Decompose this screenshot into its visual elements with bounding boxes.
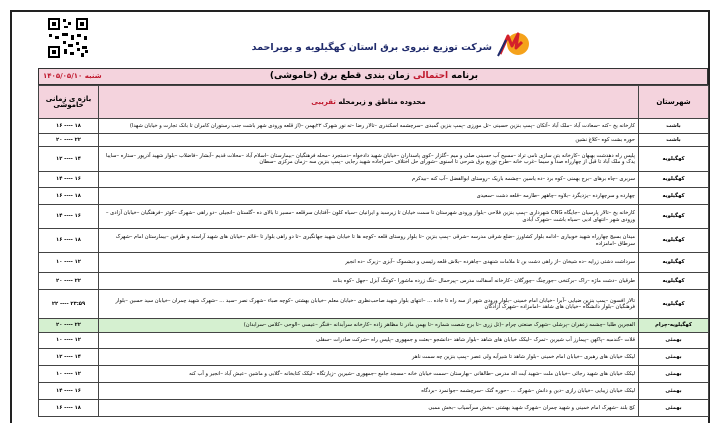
time-cell: ۲۰ ---- ۲۲ — [39, 273, 99, 290]
time-cell: ۱۰ ---- ۱۲ — [39, 333, 99, 349]
table-row — [39, 273, 709, 290]
table-row — [39, 172, 709, 188]
city-cell: کهگیلویه — [639, 147, 709, 172]
table-row — [39, 383, 709, 400]
time-cell: ۱۴ ---- ۱۶ — [39, 383, 99, 400]
time-cell: ۱۶ ---- ۱۸ — [39, 229, 99, 253]
schedule-sheet — [10, 10, 710, 423]
time-cell: ۱۴ ---- ۱۶ — [39, 205, 99, 229]
areas-column-header: محدوده مناطق و زیرمحله تقریبی — [99, 86, 639, 119]
table-row — [39, 253, 709, 273]
qr-code-icon — [46, 16, 90, 60]
time-cell: ۱۰ ---- ۱۲ — [39, 253, 99, 273]
table-row-highlighted — [39, 319, 709, 333]
areas-cell: لیکک خیابان های رهبری –خیابان امام خمینی –بلوار شاهد تا شیرآبه ولی عصر –پمپ بنزین چه سمت ناهر — [99, 349, 639, 366]
program-title-bar — [38, 68, 708, 85]
areas-cell: لیکک خیابان زیبایی –خیابان رازی –دین و دانش –شهرک ... –حوره گتک –سرچشمه –جوانمرد –بردگاه — [99, 383, 639, 400]
city-cell: کهگیلویه — [639, 205, 709, 229]
time-cell: ۲۲ ---- ۲۳:۵۹ — [39, 290, 99, 319]
city-cell: بهمئی — [639, 400, 709, 417]
areas-cell: کارخانه یخ –تالار پارسیان –جایگاه CNG شهرداری –پمپ بنزین فلاحی –بلوار ورودی شهرستان تا سمت خیابان تا زیرسبد و ایرانیان –سیاه کلون –آفتابان سرقلعه –مسیر تا بالای ده –گلستان –انجیلی –دو راهی –شهرک –کوثر –فرهنگیان –خیابان آزادی –ورودی شهر –انتهای ادبی –سیاه باشت –شهرک آبادی — [99, 205, 639, 229]
city-cell: بهمئی — [639, 366, 709, 383]
city-cell: کهگیلویه — [639, 172, 709, 188]
table-header-row — [39, 86, 709, 119]
city-cell: بهمئی — [639, 349, 709, 366]
time-cell: ۱۶ ---- ۱۸ — [39, 400, 99, 417]
time-cell: ۱۴ ---- ۱۶ — [39, 172, 99, 188]
areas-cell: سرداشت دشتی زرایه –ده شیخان –از راهی دشت بن تا ملامات شنهدی –چاهرده –بلاش قلعه رئیسی و دیشموک –آبزی –زیرک –ده انجیر — [99, 253, 639, 273]
city-cell: کهگیلویه — [639, 290, 709, 319]
areas-cell: کارخانه یخ –کته –سعادت آباد –ملک آباد –آتکان –پمپ بنزین حسینی –تل مورزی –پمپ بنزین گمبدی –سرچشمه اسکندری –تالار رضا –ته نور شهرک ۲۲بهمن –(از قلعه ورودی شهر باشت جنب رستوران کامران تا بانک تجارت و خیابان شهدا) — [99, 119, 639, 134]
time-cell: ۱۰ ---- ۱۲ — [39, 366, 99, 383]
table-row — [39, 205, 709, 229]
table-row — [39, 333, 709, 349]
areas-cell: طرقیان –دشت ماژه –راک –برکنخی –جورچنگ –چورگلان –کارخانه آسفالت مدرس –پیرحمال –تنگ زرده ماشورا –کوتنگ آبزل –جهل –کوه بنات — [99, 273, 639, 290]
table-row — [39, 134, 709, 147]
table-row — [39, 290, 709, 319]
city-cell: کهگیلویه-چرام — [639, 319, 709, 333]
document-header — [12, 12, 708, 68]
city-cell: کهگیلویه — [639, 253, 709, 273]
schedule-table — [38, 85, 709, 417]
city-column-header: شهرستان — [639, 86, 709, 119]
city-cell: کهگیلویه — [639, 188, 709, 205]
areas-cell: تالار افسون –پمپ بنزین ضیایی –آبرا –خیابان امام خمینی –بلوار ورودی شهر از سه راه تا جاده ... –انتهای بلوار شهید صاحب‌نظری –خیابان معلم –خیابان بهشتی –کوچه صباء –شهرک نصر –سید ... –شهرک شهید چمران –خیابان سید حسین –بلوار فرهنگیان –بلوار دانشگاه –خیابان های شاهد –امامزاده –شهرک آزادگان — [99, 290, 639, 319]
table-row — [39, 349, 709, 366]
date-label: شنبه ۱۴۰۵/۰۵/۱۰ — [43, 72, 102, 80]
program-title: برنامه احتمالی زمان بندی قطع برق (خاموشی) — [269, 71, 479, 81]
areas-cell: چهارده و سرچهارده –یزدیگرد –بلاوه –چاههر –طارمه –قلعه دشت –سعیدی — [99, 188, 639, 205]
areas-cell: پلیس راه دهدشت بهبهان –کارخانه بتن سازی نامی تراد –مسیح آب حسینی صلی و میم –گلزار –کوی پاسداران –خیابان شهید دادخواه –دستجرد –محله فرهنگیان –بیمارستان –اسلام آباد –محلات قدیم –آبشار –فاضلاب –بلوار شهید آذرپور –ستاره –سایبا یدک و ملک آباد تا قبل از چهارراه صدا و سیما –غرب خانه –طرح توزیع برق شرحی تا اسنوی –شورای حل اختلاف –سراجاده شهید رجایی –پمپ بنزین سه –زمان مرکزی –سطان — [99, 147, 639, 172]
city-cell: کهگیلویه — [639, 273, 709, 290]
time-cell: ۱۲ ---- ۱۴ — [39, 147, 99, 172]
time-cell: ۲۰ ---- ۲۲ — [39, 134, 99, 147]
time-cell: ۱۲ ---- ۱۴ — [39, 349, 99, 366]
table-row — [39, 119, 709, 134]
power-company-logo-icon — [494, 30, 534, 60]
areas-cell: قلات –گندمبه –پاکهن –پیمارز آب شیرین –تمرک –لیکک خیابان های شاهد –بلوار شاهد –دانشجو –بعثت و جمهوری –پلیس راه –شرکت صادرات –سقلی — [99, 333, 639, 349]
table-row — [39, 147, 709, 172]
city-cell: باشت — [639, 119, 709, 134]
areas-cell: لیکک خیابان های شهید رجائی –خیابان ملت –شهید آیت اله مدرس –طالقانی –بهارستان –سمت خیابان خانه –مسجد جامع –جمهوری –شیرین –زیارتگاه –لیکک کتابخانه –گلابی و ماشین –عیش آباد –انجیر و آب کنه — [99, 366, 639, 383]
time-cell: ۱۶ ---- ۱۸ — [39, 188, 99, 205]
table-row — [39, 400, 709, 417]
time-cell: ۲۰ ---- ۲۲ — [39, 319, 99, 333]
company-name: شرکت توزیع نیروی برق استان کهگیلویه و بویراحمد — [251, 42, 492, 53]
table-row — [39, 188, 709, 205]
time-cell: ۱۶ ---- ۱۸ — [39, 119, 99, 134]
city-cell: باشت — [639, 134, 709, 147]
city-cell: بهمئی — [639, 333, 709, 349]
areas-cell: میدان بسیج چهارراه شهید خوبیاری –ادامه بلوار کشاورز –ضلع شرقی مدرسه –شرقی –پمپ بنزین –تا بلوار روستای قلعه –کوچه ها تا خیابان شهید جهانگیری –تا دو راهی بلوار تا –قائم –خیابان های شهید آراسته و طرفین –بیمارستان امام –شهرک سرطاق –امامزاده — [99, 229, 639, 253]
time-column-header: بازه ی زمانی خاموشی — [39, 86, 99, 119]
table-row — [39, 366, 709, 383]
schedule-rows — [39, 119, 709, 417]
areas-cell: حوره بشت کوه –کلاغ نشین — [99, 134, 639, 147]
areas-cell: سربری –چاه برهای –برج بهمنی –کوه برد –ده یاسین –چشمه باریک –روستای ابوالفضل –آب کنه –بیدکرم — [99, 172, 639, 188]
areas-cell: الفجرین طلبا –چشمه زعفران –پرشلی –شهرک صنعتی چرام –(تل زری –تا برج شصت شماره –تا بهمن مادر تا مظاهر زاده –کارخانه سرآبدانه –فنگر –عیسی –الوحی –کلاس –سرابدان) — [99, 319, 639, 333]
city-cell: کهگیلویه — [639, 229, 709, 253]
areas-cell: کج بلند –شهرک امام خمینی و شهید چمران –شهرک شهید بهشتی –بخش سرآسیاب –بخش ممبی — [99, 400, 639, 417]
city-cell: بهمئی — [639, 383, 709, 400]
table-row — [39, 229, 709, 253]
